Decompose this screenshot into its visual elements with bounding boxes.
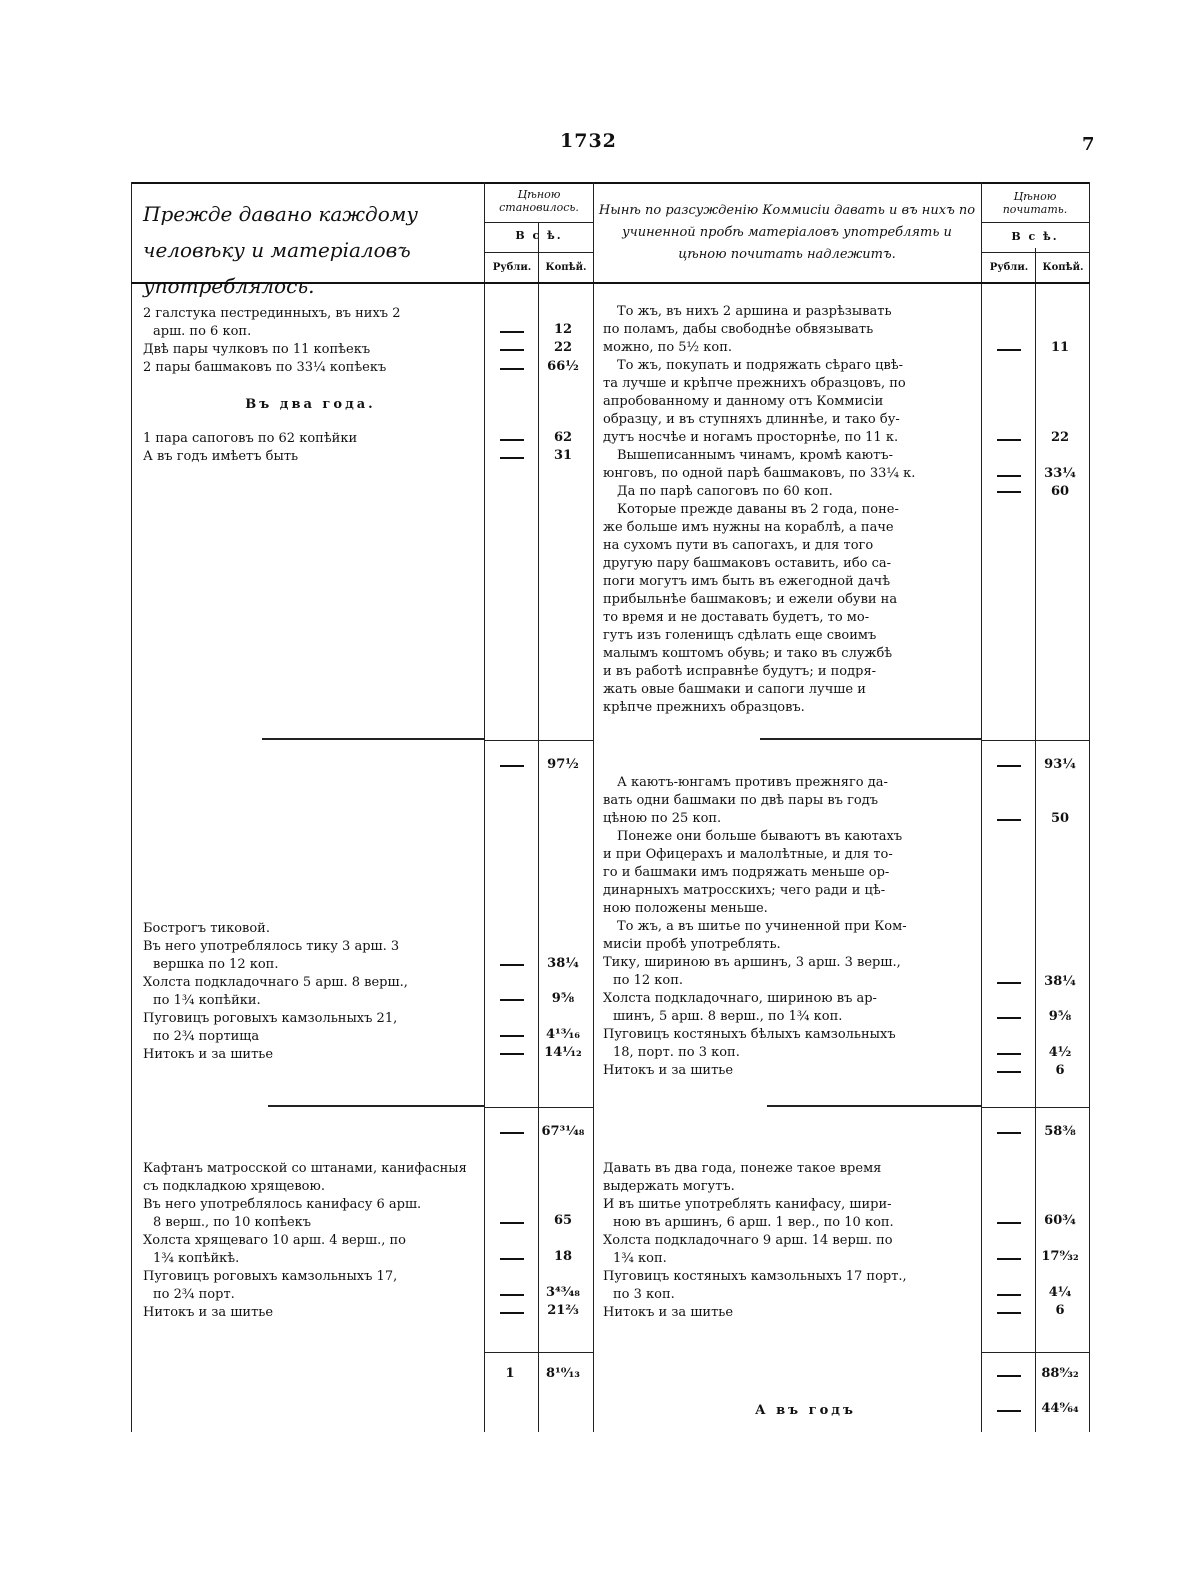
section-separator-rprice-1 bbox=[981, 740, 1089, 741]
right-kop-value: 22 bbox=[1050, 430, 1070, 445]
section-separator-rprice-3 bbox=[981, 1352, 1089, 1353]
dash-mark bbox=[500, 1294, 524, 1296]
right-line: То жъ, покупать и подряжать сѣраго цвѣ- bbox=[617, 358, 904, 373]
dash-mark bbox=[997, 349, 1021, 351]
header-line-left-vse bbox=[484, 252, 593, 253]
right-line: Пуговицъ костяныхъ бѣлыхъ камзольныхъ bbox=[603, 1027, 896, 1042]
left-line: 1¾ копѣйкѣ. bbox=[153, 1251, 240, 1266]
right-kop-value: 50 bbox=[1050, 811, 1070, 826]
right-line: цѣною по 25 коп. bbox=[603, 811, 722, 826]
col-divider-right-rub bbox=[981, 182, 982, 1432]
dash-mark bbox=[997, 439, 1021, 441]
right-line: и въ работѣ исправнѣе будутъ; и подря- bbox=[603, 664, 877, 679]
dash-mark bbox=[500, 1258, 524, 1260]
left-line: вершка по 12 коп. bbox=[153, 957, 279, 972]
left-kop-value: 21⅔ bbox=[547, 1303, 579, 1318]
left-line: Нитокъ и за шитье bbox=[143, 1305, 274, 1320]
dash-mark bbox=[500, 439, 524, 441]
left-line: Кафтанъ матросской со штанами, канифасныя съ подкладкою хрящевою. bbox=[143, 1161, 467, 1194]
left-line: Холста хрящеваго 10 арш. 4 верш., по bbox=[143, 1233, 406, 1248]
right-kop-value: 6 bbox=[1055, 1303, 1065, 1318]
right-kop-value: 17⁹⁄₃₂ bbox=[1041, 1249, 1079, 1264]
dash-mark bbox=[997, 1258, 1021, 1260]
right-line: ною положены меньше. bbox=[603, 901, 768, 916]
right-line: прибыльнѣе башмаковъ; и ежели обуви на bbox=[603, 592, 898, 607]
left-line: Бострогъ тиковой. bbox=[143, 921, 270, 936]
left-line: А въ годъ имѣетъ быть bbox=[143, 449, 299, 464]
right-line: можно, по 5½ коп. bbox=[603, 340, 733, 355]
left-line: 2 галстука пестрединныхъ, въ нихъ 2 bbox=[143, 306, 401, 321]
left-column-title: Прежде давано каждому человѣку и матеріаловъ употреблялось. bbox=[143, 202, 418, 298]
right-line: То жъ, а въ шитье по учиненной при Ком- bbox=[617, 919, 907, 934]
dash-mark bbox=[500, 1132, 524, 1134]
right-line: по поламъ, дабы свободнѣе обвязывать bbox=[603, 322, 874, 337]
left-line: 2 пары башмаковъ по 33¼ копѣекъ bbox=[143, 360, 387, 375]
section-separator-rprice-2 bbox=[981, 1107, 1089, 1108]
left-rub-value: 1 bbox=[505, 1366, 515, 1381]
right-kop-value: 4½ bbox=[1048, 1045, 1072, 1060]
left-line: Въ него употреблялось тику 3 арш. 3 bbox=[143, 939, 400, 954]
right-line: Да по парѣ сапоговъ по 60 коп. bbox=[617, 484, 833, 499]
left-kop-value: 67³¹⁄₄₈ bbox=[541, 1124, 585, 1139]
table-right-border bbox=[1089, 182, 1090, 1432]
left-kop-value: 18 bbox=[553, 1249, 573, 1264]
right-line: на сухомъ пути въ сапогахъ, и для того bbox=[603, 538, 874, 553]
section-separator-left-2 bbox=[268, 1105, 484, 1107]
right-text-block-2 bbox=[603, 774, 975, 1080]
left-line: арш. по 6 коп. bbox=[153, 324, 252, 339]
right-line: поги могутъ имъ быть въ ежегодной дачѣ bbox=[603, 574, 891, 589]
dash-mark bbox=[997, 475, 1021, 477]
right-line: по 3 коп. bbox=[613, 1287, 675, 1302]
right-line: то время и не доставать будетъ, то мо- bbox=[603, 610, 870, 625]
right-line: мисіи пробѣ употреблять. bbox=[603, 937, 781, 952]
left-kop-value: 31 bbox=[553, 448, 573, 463]
dash-mark bbox=[500, 765, 524, 767]
right-kop-value: 4¼ bbox=[1048, 1285, 1072, 1300]
dash-mark bbox=[500, 349, 524, 351]
right-kop-value: 33¼ bbox=[1044, 466, 1076, 481]
left-line: Двѣ пары чулковъ по 11 копѣекъ bbox=[143, 342, 371, 357]
dash-mark bbox=[500, 457, 524, 459]
right-line: малымъ коштомъ обувь; и тако въ службѣ bbox=[603, 646, 893, 661]
right-kop-value: 93¼ bbox=[1044, 757, 1076, 772]
dash-mark bbox=[997, 1222, 1021, 1224]
right-kop-value: 44⁹⁄₆₄ bbox=[1041, 1401, 1079, 1416]
right-line: жать овые башмаки и сапоги лучше и bbox=[603, 682, 866, 697]
left-line: Нитокъ и за шитье bbox=[143, 1047, 274, 1062]
right-line: Давать въ два года, понеже такое время bbox=[603, 1161, 882, 1176]
dash-mark bbox=[997, 1053, 1021, 1055]
header-line-right-price bbox=[981, 222, 1089, 223]
dash-mark bbox=[997, 1312, 1021, 1314]
right-line: Нитокъ и за шитье bbox=[603, 1063, 734, 1078]
col-divider-left-rub bbox=[484, 182, 485, 1432]
left-rub-header: Рубли. bbox=[492, 262, 532, 273]
left-text-block-3 bbox=[143, 920, 478, 1064]
right-line: Холста подкладочнаго, шириною въ ар- bbox=[603, 991, 877, 1006]
section-separator-right-2 bbox=[767, 1105, 981, 1107]
right-kop-value: 60 bbox=[1050, 484, 1070, 499]
right-line: динарныхъ матросскихъ; чего ради и цѣ- bbox=[603, 883, 886, 898]
dash-mark bbox=[500, 964, 524, 966]
right-text-block-1 bbox=[603, 303, 975, 717]
right-price-header: Цѣною почитать. bbox=[1002, 190, 1068, 216]
right-line: вать одни башмаки по двѣ пары въ годъ bbox=[603, 793, 878, 808]
dash-mark bbox=[500, 1053, 524, 1055]
right-line: Тику, шириною въ аршинъ, 3 арш. 3 верш., bbox=[603, 955, 901, 970]
right-line: Нитокъ и за шитье bbox=[603, 1305, 734, 1320]
left-kop-value: 4¹³⁄₁₆ bbox=[546, 1027, 580, 1042]
right-line: юнговъ, по одной парѣ башмаковъ, по 33¼ к. bbox=[603, 466, 916, 481]
header-line-right-vse bbox=[981, 252, 1089, 253]
left-line: по 2¾ портища bbox=[153, 1029, 260, 1044]
left-line: Пуговицъ роговыхъ камзольныхъ 21, bbox=[143, 1011, 398, 1026]
dash-mark bbox=[997, 1410, 1021, 1412]
right-text-block-3 bbox=[603, 1160, 975, 1322]
right-line: Вышеписаннымъ чинамъ, кромѣ каютъ- bbox=[617, 448, 893, 463]
left-kop-value: 65 bbox=[553, 1213, 573, 1228]
dash-mark bbox=[500, 368, 524, 370]
left-line: Холста подкладочнаго 5 арш. 8 верш., bbox=[143, 975, 408, 990]
right-line: 18, порт. по 3 коп. bbox=[613, 1045, 740, 1060]
dash-mark bbox=[997, 765, 1021, 767]
right-line: Понеже они больше бываютъ въ каютахъ bbox=[617, 829, 903, 844]
right-per-year-label: А въ годъ bbox=[755, 1403, 856, 1418]
left-line: 8 верш., по 10 копѣекъ bbox=[153, 1215, 312, 1230]
right-kop-value: 11 bbox=[1050, 340, 1070, 355]
right-line: И въ шитье употреблять канифасу, шири- bbox=[603, 1197, 892, 1212]
right-kop-value: 60¾ bbox=[1044, 1213, 1076, 1228]
header-line-left-price bbox=[484, 222, 593, 223]
left-line: Въ него употреблялось канифасу 6 арш. bbox=[143, 1197, 422, 1212]
dash-mark bbox=[997, 1017, 1021, 1019]
left-line: Пуговицъ роговыхъ камзольныхъ 17, bbox=[143, 1269, 398, 1284]
right-column-title: Нынѣ по разсужденію Коммисіи давать и въ нихъ по учиненной пробѣ матеріаловъ употреблять и цѣною почитать надлежитъ. bbox=[598, 203, 976, 262]
right-kop-value: 6 bbox=[1055, 1063, 1065, 1078]
dash-mark bbox=[997, 819, 1021, 821]
section-separator-price-1 bbox=[484, 740, 593, 741]
right-line: ною въ аршинъ, 6 арш. 1 вер., по 10 коп. bbox=[613, 1215, 894, 1230]
right-line: го и башмаки имъ подряжать меньше ор- bbox=[603, 865, 890, 880]
dash-mark bbox=[997, 1294, 1021, 1296]
section-separator-left-1 bbox=[262, 738, 484, 740]
right-kop-value: 9⅝ bbox=[1048, 1009, 1072, 1024]
right-kop-value: 88⁹⁄₃₂ bbox=[1041, 1366, 1079, 1381]
left-text-block-2 bbox=[143, 430, 478, 466]
right-line: выдержать могутъ. bbox=[603, 1179, 735, 1194]
right-line: А каютъ-юнгамъ противъ прежняго да- bbox=[617, 775, 888, 790]
left-subheading-two-years: Въ два года. bbox=[245, 397, 376, 412]
right-line: шинъ, 5 арш. 8 верш., по 1¾ коп. bbox=[613, 1009, 843, 1024]
dash-mark bbox=[500, 1035, 524, 1037]
right-line: та лучше и крѣпче прежнихъ образцовъ, по bbox=[603, 376, 906, 391]
left-kop-value: 22 bbox=[553, 340, 573, 355]
right-line: Пуговицъ костяныхъ камзольныхъ 17 порт., bbox=[603, 1269, 907, 1284]
left-kop-value: 14⅟₁₂ bbox=[544, 1045, 582, 1060]
section-separator-price-3 bbox=[484, 1352, 593, 1353]
right-line: гутъ изъ голенищъ сдѣлать еще своимъ bbox=[603, 628, 877, 643]
left-text-block-1 bbox=[143, 305, 478, 377]
dash-mark bbox=[500, 1312, 524, 1314]
left-text-block-4 bbox=[143, 1160, 478, 1322]
dash-mark bbox=[997, 1375, 1021, 1377]
left-vse-header: В с ѣ. bbox=[515, 229, 563, 242]
page-year: 1732 bbox=[560, 130, 617, 152]
left-kop-value: 38¼ bbox=[547, 956, 579, 971]
right-line: крѣпче прежнихъ образцовъ. bbox=[603, 700, 805, 715]
left-line: по 1¾ копѣйки. bbox=[153, 993, 261, 1008]
left-line: 1 пара сапоговъ по 62 копѣйки bbox=[143, 431, 358, 446]
right-line: же больше имъ нужны на кораблѣ, а паче bbox=[603, 520, 894, 535]
left-price-header: Цѣною становилось. bbox=[499, 188, 579, 214]
table-left-border bbox=[131, 182, 132, 1432]
right-line: 1¾ коп. bbox=[613, 1251, 667, 1266]
right-kop-value: 58⅜ bbox=[1044, 1124, 1076, 1139]
dash-mark bbox=[997, 1071, 1021, 1073]
right-kop-header: Копѣй. bbox=[1042, 262, 1084, 273]
left-kop-value: 3⁴³⁄₄₈ bbox=[546, 1285, 580, 1300]
table-top-border bbox=[131, 182, 1090, 184]
right-line: То жъ, въ нихъ 2 аршина и разрѣзывать bbox=[617, 304, 892, 319]
section-separator-right-1 bbox=[760, 738, 981, 740]
dash-mark bbox=[997, 1132, 1021, 1134]
left-kop-value: 66½ bbox=[547, 359, 579, 374]
left-kop-value: 97½ bbox=[547, 757, 579, 772]
left-line: по 2¾ порт. bbox=[153, 1287, 235, 1302]
left-kop-value: 8¹⁰⁄₁₃ bbox=[546, 1366, 580, 1381]
right-line: образцу, и въ ступняхъ длиннѣе, и тако бу- bbox=[603, 412, 900, 427]
right-kop-value: 38¼ bbox=[1044, 974, 1076, 989]
right-line: по 12 коп. bbox=[613, 973, 684, 988]
right-vse-header: В с ѣ. bbox=[1011, 230, 1059, 243]
right-rub-header: Рубли. bbox=[989, 262, 1029, 273]
right-line: Которые прежде даваны въ 2 года, поне- bbox=[617, 502, 899, 517]
right-line: апробованному и данному отъ Коммисіи bbox=[603, 394, 884, 409]
page-number: 7 bbox=[1082, 134, 1095, 155]
col-divider-middle bbox=[593, 182, 594, 1432]
right-line: дутъ носчѣе и ногамъ просторнѣе, по 11 к. bbox=[603, 430, 899, 445]
left-kop-header: Копѣй. bbox=[545, 262, 587, 273]
dash-mark bbox=[500, 999, 524, 1001]
right-line: другую пару башмаковъ оставить, ибо са- bbox=[603, 556, 892, 571]
left-kop-value: 12 bbox=[553, 322, 573, 337]
right-line: и при Офицерахъ и малолѣтные, и для то- bbox=[603, 847, 893, 862]
right-line: Холста подкладочнаго 9 арш. 14 верш. по bbox=[603, 1233, 893, 1248]
left-kop-value: 9⅝ bbox=[551, 991, 575, 1006]
dash-mark bbox=[500, 331, 524, 333]
dash-mark bbox=[500, 1222, 524, 1224]
left-kop-value: 62 bbox=[553, 430, 573, 445]
dash-mark bbox=[997, 982, 1021, 984]
dash-mark bbox=[997, 491, 1021, 493]
section-separator-price-2 bbox=[484, 1107, 593, 1108]
